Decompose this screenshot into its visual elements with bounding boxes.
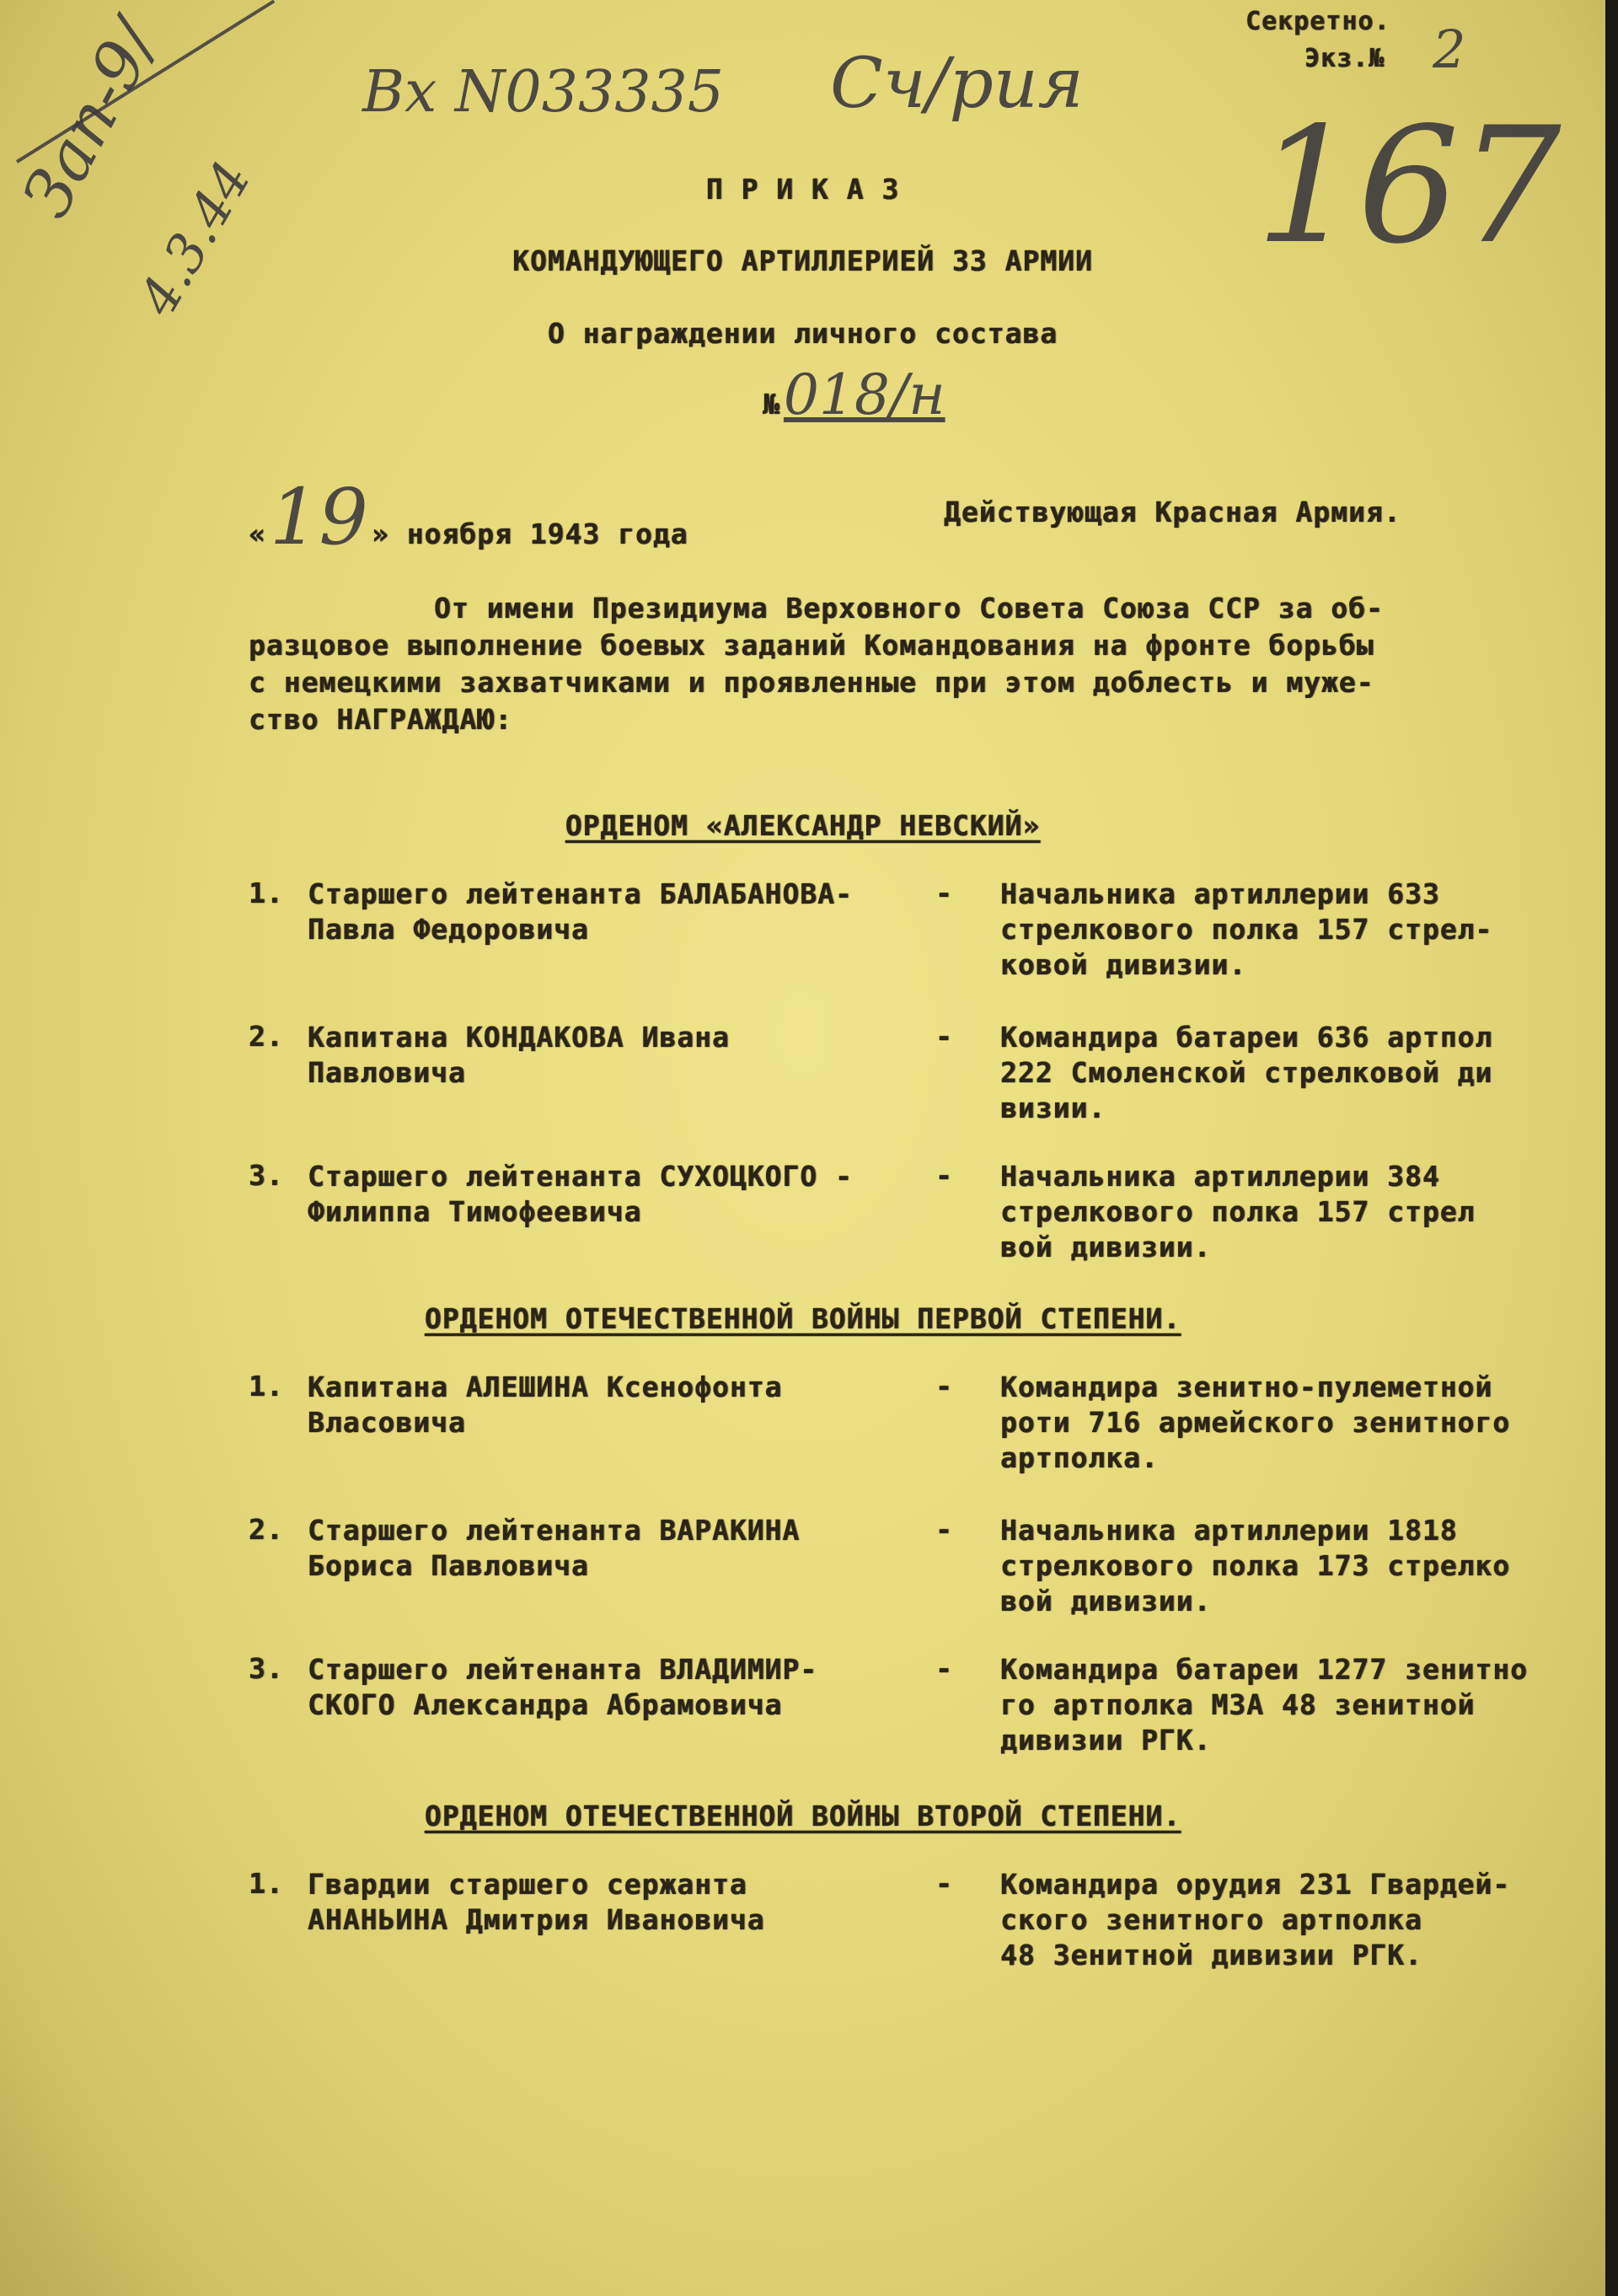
secret-label: Секретно. (1246, 7, 1390, 36)
recipient-position-line: Командира орудия 231 Гвардей- (1000, 1868, 1511, 1901)
order-number-line (763, 362, 946, 427)
section-heading (0, 1302, 1605, 1335)
separator-dash: - (935, 877, 953, 909)
recipient-position (1000, 1652, 1528, 1758)
recipient-name-line: Павловича (308, 1056, 466, 1089)
preamble-line: ство НАГРАЖДАЮ: (249, 703, 513, 736)
date-open-quote: « (249, 518, 266, 550)
recipient-name (308, 1020, 730, 1091)
recipient-position-line: 222 Смоленской стрелковой ди (1000, 1056, 1493, 1089)
entry-number: 1. (249, 877, 284, 909)
archive-note-line1: Зап-9/ (8, 9, 174, 230)
order-number: 018/н (783, 362, 946, 427)
recipient-name (308, 1513, 800, 1584)
recipient-position (1000, 1020, 1492, 1126)
separator-dash: - (935, 1867, 953, 1900)
recipient-position-line: вой дивизии. (1000, 1585, 1212, 1617)
entry-number: 3. (249, 1652, 284, 1685)
recipient-name (308, 1867, 765, 1938)
award-entry (249, 1159, 1597, 1294)
recipient-name (308, 877, 853, 947)
recipient-name-line: Власовича (308, 1406, 466, 1439)
recipient-position-line: роти 716 армейского зенитного (1000, 1406, 1511, 1439)
incoming-mark: Сч/рия (830, 44, 1084, 124)
award-entry (249, 877, 1597, 1011)
preamble-line: разцовое выполнение боевых заданий Командования на фронте борьбы (249, 629, 1374, 662)
recipient-name-line: Старшего лейтенанта ВЛАДИМИР- (308, 1653, 818, 1686)
recipient-position-line: Командира зенитно-пулеметной (1000, 1371, 1493, 1403)
recipient-position (1000, 1867, 1510, 1973)
separator-dash: - (935, 1020, 953, 1053)
recipient-name-line: Гвардии старшего сержанта (308, 1868, 747, 1901)
section-heading (0, 809, 1605, 842)
preamble-line: с немецкими захватчиками и проявленные при этом доблесть и муже- (249, 666, 1374, 699)
award-entry (249, 1370, 1597, 1505)
recipient-position-line: вой дивизии. (1000, 1231, 1212, 1263)
recipient-position-line: стрелкового полка 157 стрел- (1000, 913, 1493, 946)
page-number: 167 (1256, 93, 1562, 279)
recipient-name (308, 1159, 853, 1230)
award-entry (249, 1513, 1597, 1648)
recipient-position (1000, 877, 1492, 983)
entry-number: 2. (249, 1513, 284, 1546)
recipient-name-line: Старшего лейтенанта ВАРАКИНА (308, 1514, 801, 1547)
order-subtitle: КОМАНДУЮЩЕГО АРТИЛЛЕРИЕЙ 33 АРМИИ (512, 244, 1093, 277)
copy-label: Экз.№ (1305, 44, 1385, 73)
recipient-name-line: Старшего лейтенанта БАЛАБАНОВА- (308, 877, 853, 910)
recipient-position-line: Начальника артиллерии 384 (1000, 1160, 1440, 1193)
recipient-position (1000, 1159, 1475, 1265)
recipient-position-line: стрелкового полка 173 стрелко (1000, 1549, 1511, 1582)
recipient-position-line: Начальника артиллерии 633 (1000, 877, 1440, 910)
recipient-position (1000, 1513, 1510, 1619)
preamble (249, 590, 1589, 738)
separator-dash: - (935, 1652, 953, 1685)
date-line (249, 472, 688, 562)
date-day: 19 (269, 472, 368, 562)
entry-number: 1. (249, 1370, 284, 1403)
recipient-name-line: СКОГО Александра Абрамовича (308, 1688, 783, 1721)
recipient-name-line: Павла Федоровича (308, 913, 589, 946)
separator-dash: - (935, 1513, 953, 1546)
recipient-position-line: Командира батареи 1277 зенитно (1000, 1653, 1529, 1686)
recipient-position-line: го артполка МЗА 48 зенитной (1000, 1688, 1476, 1721)
archive-note-line2: 4.3.44 (126, 151, 263, 326)
preamble-line: От имени Президиума Верховного Совета Союза ССР за об- (434, 592, 1384, 625)
award-entry (249, 1652, 1597, 1787)
archive-note-stroke (16, 0, 275, 164)
recipient-position-line: ского зенитного артполка (1000, 1903, 1422, 1936)
recipient-position-line: 48 Зенитной дивизии РГК. (1000, 1939, 1422, 1971)
order-number-prefix: № (763, 388, 780, 421)
separator-dash: - (935, 1159, 953, 1192)
award-entry (249, 1867, 1597, 2002)
award-entry (249, 1020, 1597, 1155)
recipient-name-line: Филиппа Тимофеевича (308, 1195, 642, 1228)
order-topic: О награждении личного состава (547, 317, 1058, 350)
incoming-number: Вх N033335 (362, 59, 725, 126)
copy-number: 2 (1433, 19, 1466, 80)
place-label: Действующая Красная Армия. (944, 496, 1401, 528)
section-heading-text: ОРДЕНОМ «АЛЕКСАНДР НЕВСКИЙ» (565, 809, 1041, 842)
recipient-position-line: стрелкового полка 157 стрел (1000, 1195, 1476, 1228)
recipient-position (1000, 1370, 1510, 1476)
recipient-position-line: визии. (1000, 1092, 1106, 1124)
recipient-position-line: Начальника артиллерии 1818 (1000, 1514, 1458, 1547)
recipient-name-line: Капитана АЛЕШИНА Ксенофонта (308, 1371, 783, 1403)
recipient-position-line: дивизии РГК. (1000, 1724, 1212, 1757)
recipient-name (308, 1370, 782, 1440)
section-heading (0, 1800, 1605, 1832)
recipient-name (308, 1652, 817, 1723)
separator-dash: - (935, 1370, 953, 1403)
recipient-name-line: Старшего лейтенанта СУХОЦКОГО - (308, 1160, 853, 1193)
section-heading-text: ОРДЕНОМ ОТЕЧЕСТВЕННОЙ ВОЙНЫ ПЕРВОЙ СТЕПЕНИ. (424, 1302, 1181, 1335)
recipient-name-line: Капитана КОНДАКОВА Ивана (308, 1021, 730, 1054)
recipient-name-line: АНАНЬИНА Дмитрия Ивановича (308, 1903, 765, 1936)
recipient-position-line: ковой дивизии. (1000, 948, 1247, 981)
entry-number: 3. (249, 1159, 284, 1192)
date-rest: » ноября 1943 года (371, 518, 688, 550)
recipient-position-line: Командира батареи 636 артпол (1000, 1021, 1493, 1054)
order-title: П Р И К А З (705, 173, 900, 206)
recipient-position-line: артполка. (1000, 1441, 1159, 1474)
section-heading-text: ОРДЕНОМ ОТЕЧЕСТВЕННОЙ ВОЙНЫ ВТОРОЙ СТЕПЕНИ. (424, 1800, 1181, 1832)
recipient-name-line: Бориса Павловича (308, 1549, 589, 1582)
entry-number: 2. (249, 1020, 284, 1053)
entry-number: 1. (249, 1867, 284, 1900)
